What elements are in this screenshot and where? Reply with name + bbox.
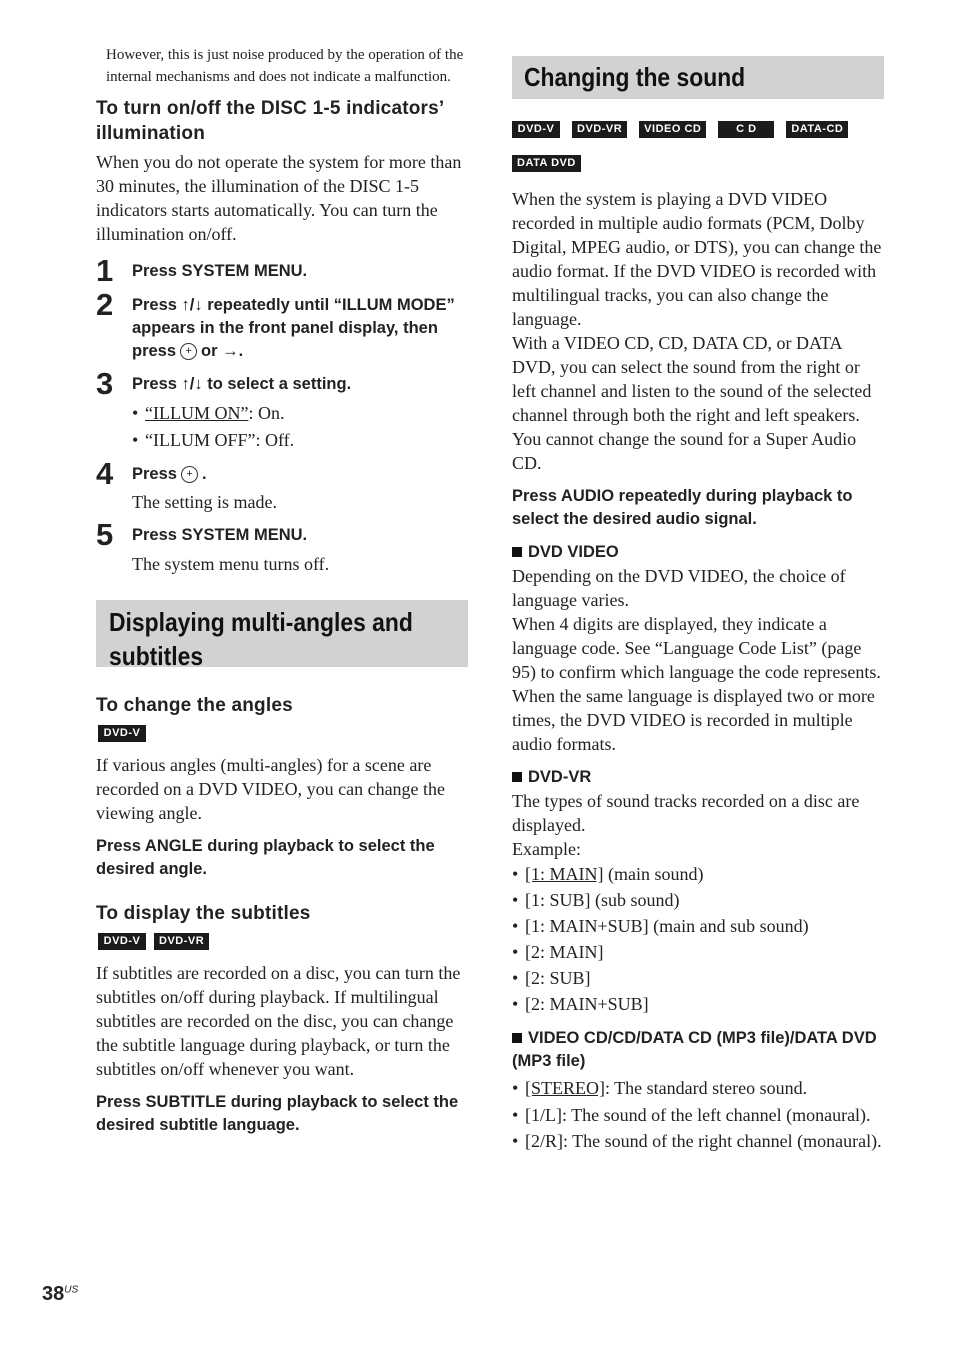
disc-badge: VIDEO CD	[639, 121, 706, 138]
list-item	[512, 1075, 884, 1101]
right-column	[512, 56, 884, 1153]
disc-badge: DVD-VR	[572, 121, 627, 138]
list-item: • [1/L]: The sound of the left channel (monaural).	[512, 1103, 884, 1127]
square-bullet-icon	[512, 1033, 522, 1043]
step-3	[96, 366, 468, 453]
step-5	[96, 517, 468, 576]
underlined-text: [STEREO]	[525, 1078, 605, 1098]
angles-paragraph: If various angles (multi-angles) for a scene are recorded on a DVD VIDEO, you can change the viewing angle.	[96, 755, 446, 823]
sound-paragraph-2: With a VIDEO CD, CD, DATA CD, or DATA DVD, you can select the sound from the right or left channel and listen to the sound of the selected channel through both the right and left speakers.	[512, 333, 872, 425]
heading-text: VIDEO CD/CD/DATA CD (MP3 file)/DATA DVD (MP3 file)	[512, 1029, 877, 1070]
list-item	[132, 427, 468, 453]
audio-instruction: Press AUDIO repeatedly during playback to select the desired audio signal.	[512, 487, 853, 528]
dvd-video-heading	[512, 541, 884, 564]
step-2	[96, 287, 468, 363]
step-text-b: .	[201, 465, 207, 483]
vcd-heading	[512, 1027, 884, 1073]
dvd-vr-example-label: Example:	[512, 839, 581, 859]
list-item: • [1: SUB] (sub sound)	[512, 887, 884, 913]
noise-note: However, this is just noise produced by the operation of the internal mechanisms and does not indicate a malfunction.	[106, 47, 464, 85]
step-number: 1	[96, 253, 114, 288]
disc-badge: DATA DVD	[512, 155, 581, 172]
item-text: : The standard stereo sound.	[605, 1078, 808, 1098]
disc-badge: DVD-V	[512, 121, 560, 138]
illum-heading: To turn on/off the DISC 1-5 indicators’ illumination	[96, 98, 444, 144]
square-bullet-icon	[512, 547, 522, 557]
sound-disc-badges-row2	[512, 153, 884, 173]
underlined-text: “ILLUM ON”	[145, 403, 249, 423]
list-item: • [2: MAIN+SUB]	[512, 991, 884, 1017]
subtitles-instruction: Press SUBTITLE during playback to select the desired subtitle language.	[96, 1093, 459, 1134]
angles-disc-badges	[96, 723, 468, 743]
sound-paragraph-1: When the system is playing a DVD VIDEO recorded in multiple audio formats (PCM, Dolby Digital, MPEG audio, or DTS), you can change the audio format. If the DVD VIDEO is recorded with multilingual tracks, you can also change the language.	[512, 189, 882, 329]
list-item	[132, 400, 468, 426]
banner-title: Changing the sound	[524, 62, 746, 92]
enter-button-icon: +	[181, 466, 198, 483]
section-banner-sound	[512, 56, 884, 99]
item-text: (main sound)	[603, 864, 704, 884]
dvd-vr-paragraph: The types of sound tracks recorded on a disc are displayed.	[512, 791, 860, 835]
heading-text: DVD VIDEO	[528, 543, 619, 561]
step-result: The system menu turns off.	[132, 554, 330, 574]
square-bullet-icon	[512, 772, 522, 782]
dvd-video-paragraph-2: When 4 digits are displayed, they indicate a language code. See “Language Code List” (page 95) to confirm which language the code represents. When the same language is displayed two or more times, the DVD VIDEO is recorded in multiple audio formats.	[512, 614, 881, 754]
page-number-suffix: US	[64, 1284, 79, 1296]
sound-disc-badges-row1	[512, 119, 884, 139]
step-number: 3	[96, 366, 114, 401]
page-number-value: 38	[42, 1283, 65, 1305]
dvd-video-paragraph-1: Depending on the DVD VIDEO, the choice of language varies.	[512, 566, 846, 610]
list-item: • [1: MAIN+SUB] (main and sub sound)	[512, 913, 884, 939]
step-4	[96, 456, 468, 514]
section-banner-angles	[96, 600, 468, 671]
disc-badge: DVD-VR	[154, 933, 209, 950]
step-text-a: Press ↑/↓ repeatedly until “ILLUM MODE” appears in the front panel display, then press	[132, 296, 455, 360]
step-number: 4	[96, 456, 114, 491]
page-number	[42, 1283, 78, 1306]
step-text-a: Press	[132, 465, 177, 483]
step-text	[132, 294, 468, 363]
heading-text: DVD-VR	[528, 768, 592, 786]
item-text: : On.	[248, 403, 285, 423]
item-text: “ILLUM OFF”: Off.	[145, 430, 295, 450]
angles-instruction: Press ANGLE during playback to select the desired angle.	[96, 837, 435, 878]
banner-title: Displaying multi-angles and subtitles	[109, 607, 413, 671]
subtitles-heading: To display the subtitles	[96, 903, 311, 924]
disc-badge: DATA-CD	[786, 121, 848, 138]
list-item: • [2: MAIN]	[512, 939, 884, 965]
step-number: 2	[96, 287, 114, 322]
step-number: 5	[96, 517, 114, 552]
disc-badge: DVD-V	[98, 933, 146, 950]
disc-badge: C D	[718, 121, 774, 138]
step-result: The setting is made.	[132, 492, 277, 512]
sound-paragraph-3: You cannot change the sound for a Super Audio CD.	[512, 429, 857, 473]
subtitles-disc-badges	[96, 931, 468, 951]
step-text: Press ↑/↓ to select a setting.	[132, 375, 352, 393]
left-column	[96, 44, 468, 1137]
list-item	[512, 861, 884, 887]
step-text: Press SYSTEM MENU.	[132, 526, 308, 544]
step-text: Press SYSTEM MENU.	[132, 262, 308, 280]
step-text	[132, 463, 468, 486]
disc-badge: DVD-V	[98, 725, 146, 742]
subtitles-paragraph: If subtitles are recorded on a disc, you can turn the subtitles on/off during playback. If multilingual subtitles are recorded on the disc, you can change the subtitle language during playback, or turn the subtitles on/off whenever you want.	[96, 963, 461, 1079]
underlined-text: [1: MAIN]	[525, 864, 604, 884]
dvd-vr-heading	[512, 766, 884, 789]
step-1	[96, 253, 468, 288]
list-item: • [2/R]: The sound of the right channel (monaural).	[512, 1129, 884, 1153]
step-text-b: or →.	[201, 342, 244, 360]
list-item: • [2: SUB]	[512, 965, 884, 991]
enter-button-icon: +	[180, 343, 197, 360]
angles-heading: To change the angles	[96, 695, 293, 716]
illum-paragraph: When you do not operate the system for more than 30 minutes, the illumination of the DISC 1-5 indicators starts automatically. You can turn the illumination on/off.	[96, 152, 462, 244]
